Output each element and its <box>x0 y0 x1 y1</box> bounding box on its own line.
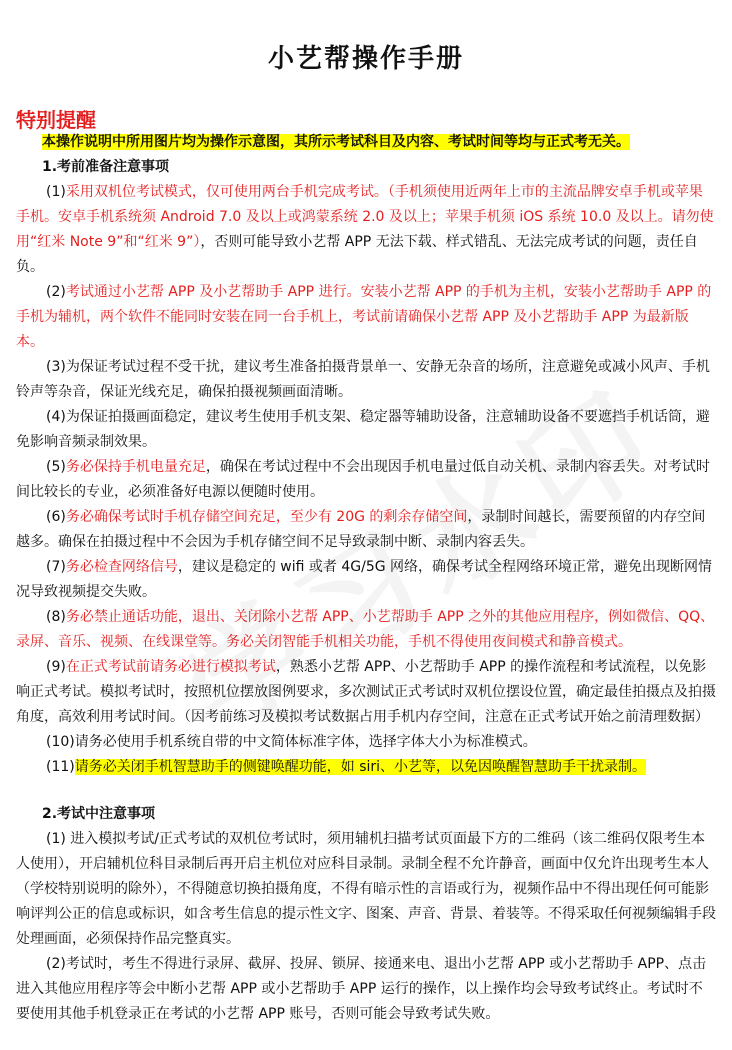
s1-item-4: (4)为保证拍摄画面稳定，建议考生使用手机支架、稳定器等辅助设备，注意辅助设备不要遮挡手机话筒，避免影响音频录制效果。 <box>16 409 710 450</box>
s1-item-6 <box>16 505 716 555</box>
s1-item-1-num: (1) <box>46 184 66 200</box>
s1-item-6-rest: ，录制时间越长，需要预留的内存空间越多。确保在拍摄过程中不会因为手机存储空间不足导致录制中断、录制内容丢失。 <box>16 509 706 550</box>
s2-item-2: (2)考试时，考生不得进行录屏、截屏、投屏、锁屏、接通来电、退出小艺帮 APP 或小艺帮助手 APP、点击进入其他应用程序等会中断小艺帮 APP 或小艺帮助手 APP 运行的操作，以上操作均会导致考试终止。考试时不要使用其他手机登录正在考试的小艺帮 APP 账号，否则可能会导致考试失败。 <box>16 956 707 1022</box>
s1-item-8-num: (8) <box>46 609 66 625</box>
notice-text: 本操作说明中所用图片均为操作示意图，其所示考试科目及内容、考试时间等均与正式考无关。 <box>42 134 630 150</box>
s1-item-11 <box>16 755 716 780</box>
special-reminder-heading: 特别提醒 <box>16 108 96 132</box>
s1-item-5-red: 务必保持手机电量充足 <box>65 459 206 475</box>
notice-paragraph <box>16 130 716 155</box>
manual-content <box>16 130 716 1027</box>
s1-item-9-red: 在正式考试前请务必进行模拟考试 <box>65 659 276 675</box>
s1-item-7-num: (7) <box>46 559 66 575</box>
s2-item-1: (1) 进入模拟考试/正式考试的双机位考试时，须用辅机扫描考试页面最下方的二维码（该二维码仅限考生本人使用），开启辅机位科目录制后再开启主机位对应科目录制。录制全程不允许静音，画面中仅允许出现考生本人（学校特别说明的除外），不得随意切换拍摄角度，不得有暗示性的言语或行为，视频作品中不得出现任何可能影响评判公正的信息或标识，如含考生信息的提示性文字、图案、声音、背景、着装等。不得采取任何视频编辑手段处理画面，必须保持作品完整真实。 <box>16 831 716 947</box>
s1-item-6-num: (6) <box>46 509 66 525</box>
s1-item-2-num: (2) <box>46 284 66 300</box>
section2-heading: 2.考试中注意事项 <box>42 806 156 822</box>
s1-item-2-red: 考试通过小艺帮 APP 及小艺帮助手 APP 进行。安装小艺帮 APP 的手机为主机，安装小艺帮助手 APP 的手机为辅机，两个软件不能同时安装在同一台手机上，考试前请确保小艺帮 APP 及小艺帮助手 APP 为最新版本。 <box>16 284 712 350</box>
s1-item-1-rest: ，否则可能导致小艺帮 APP 无法下载、样式错乱、无法完成考试的问题，责任自负。 <box>16 234 698 275</box>
section1-heading: 1.考前准备注意事项 <box>42 159 170 175</box>
s1-item-11-num: (11) <box>46 759 75 775</box>
s1-item-3: (3)为保证考试过程不受干扰，建议考生准备拍摄背景单一、安静无杂音的场所，注意避免或减小风声、手机铃声等杂音，保证光线充足，确保拍摄视频画面清晰。 <box>16 359 710 400</box>
s1-item-5-rest: ，确保在考试过程中不会出现因手机电量过低自动关机、录制内容丢失。对考试时间比较长的专业，必须准备好电源以便随时使用。 <box>16 459 710 500</box>
s1-item-2 <box>16 280 716 355</box>
page-title: 小艺帮操作手册 <box>267 44 464 74</box>
s1-item-8 <box>16 605 716 655</box>
s1-item-6-red: 务必确保考试时手机存储空间充足，至少有 20G 的剩余存储空间 <box>65 509 468 525</box>
s1-item-9-rest: ，熟悉小艺帮 APP、小艺帮助手 APP 的操作流程和考试流程，以免影响正式考试。模拟考试时，按照机位摆放图例要求，多次测试正式考试时双机位摆设位置，确定最佳拍摄点及拍摄角度，高效利用考试时间。（因考前练习及模拟考试数据占用手机内存空间，注意在正式考试开始之前清理数据） <box>16 659 716 725</box>
section-spacer <box>16 780 716 802</box>
s1-item-5 <box>16 455 716 505</box>
s1-item-5-num: (5) <box>46 459 66 475</box>
s1-item-10: (10)请务必使用手机系统自带的中文简体标准字体，选择字体大小为标准模式。 <box>46 734 537 750</box>
s1-item-1 <box>16 180 716 280</box>
s1-item-7-red: 务必检查网络信号 <box>65 559 178 575</box>
s1-item-9 <box>16 655 716 730</box>
s1-item-7-rest: ，建议是稳定的 wifi 或者 4G/5G 网络，确保考试全程网络环境正常，避免出现断网情况导致视频提交失败。 <box>16 559 713 600</box>
s1-item-11-highlight: 请务必关闭手机智慧助手的侧键唤醒功能，如 siri、小艺等，以免因唤醒智慧助手干扰录制。 <box>74 759 647 775</box>
s1-item-7 <box>16 555 716 605</box>
s1-item-9-num: (9) <box>46 659 66 675</box>
s1-item-8-red: 务必禁止通话功能，退出、关闭除小艺帮 APP、小艺帮助手 APP 之外的其他应用程序，例如微信、QQ、录屏、音乐、视频、在线课堂等。务必关闭智能手机相关功能，手机不得使用夜间模式和静音模式。 <box>16 609 715 650</box>
s1-item-1-red: 采用双机位考试模式，仅可使用两台手机完成考试。（手机须使用近两年上市的主流品牌安卓手机或苹果手机。安卓手机系统须 Android 7.0 及以上或鸿蒙系统 2.0 及以上；苹果手机须 iOS 系统 10.0 及以上。请勿使用“红米 Note 9”和“红米 9”） <box>16 184 714 250</box>
